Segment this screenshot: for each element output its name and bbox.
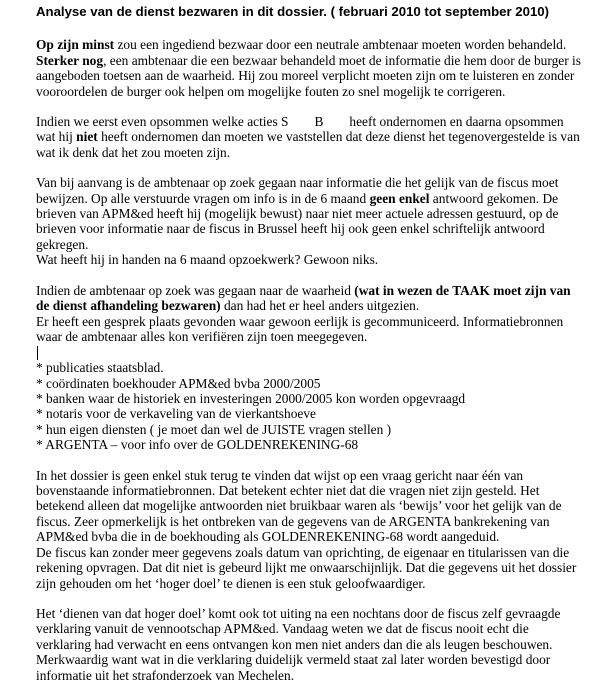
text-span: In het dossier is geen enkel stuk terug te vinden dat wijst op een vraag gericht naar één van bovenstaande informatiebronnen. Dat betekent echter niet dat die vragen niet zijn gesteld. Het betekend alleen dat mogelijke antwoorden niet bruikbaar waren als ‘bewijs’ voor het gelijk van de fiscus. Zeer opmerkelijk is het ontbreken van de gegevens van de ARGENTA bankrekening van APM&ed bvba die in de boekhouding als GOLDENREKENING-68 wordt aangeduid.: [36, 467, 562, 545]
text-span: Indien we eerst even opsommen welke acties S: [36, 114, 289, 130]
paragraph-aanvang: [36, 175, 584, 267]
text-span: De fiscus kan zonder meer gegevens zoals datum van oprichting, de eigenaar en titularissen van die rekening opvragen. Dat dit niet is gebeurd lijkt me onwaarschijnlijk. Dat die gegevens uit het dossier zijn gehouden om het ‘hoger doel’ te dienen is een stuk geloofwaardiger.: [36, 544, 577, 591]
list-item: * banken waar de historiek en investeringen 2000/2005 kon worden opgevraagd: [36, 391, 466, 407]
bold-op-zijn-minst: Op zijn minst: [36, 37, 115, 53]
text-span: antwoord gekomen. De brieven van APM&ed heeft hij (mogelijk bewust) naar niet meer actuele adressen gestuurd, op de brieven voor informatie naar de fiscus in Brussel heeft hij ook geen enkel schriftelijk antwoord gekregen.: [36, 190, 559, 252]
text-span: B: [314, 114, 324, 130]
list-item: * notaris voor de verkaveling van de vierkantshoeve: [36, 406, 316, 422]
list-item: * coördinaten boekhouder APM&ed bvba 2000/2005: [36, 375, 321, 391]
paragraph-dossier: [36, 468, 584, 591]
bullet-list: [36, 360, 605, 452]
text-span: , een ambtenaar die een bezwaar behandeld moet de informatie die hem door de burger is aangeboden toetsen aan de waarheid. Hij zou moreel verplicht moeten zijn om te luisteren en zonder vooroordelen de burger ook helpen om mogelijke fouten zo snel mogelijk te corrigeren.: [36, 52, 581, 99]
list-item: * hun eigen diensten ( je moet dan wel de JUISTE vragen stellen ): [36, 421, 392, 437]
text-span: dan had het er heel anders uitgezien.: [220, 298, 420, 314]
text-span: heeft ondernomen dan moeten we vaststellen dat deze dienst het tegenovergestelde is van wat ik denk dat het zou moeten zijn.: [36, 129, 580, 160]
text-span: Wat heeft hij in handen na 6 maand opzoekwerk? Gewoon niks.: [36, 252, 379, 268]
bold-geen-enkel: geen enkel: [369, 190, 430, 206]
text-span: Het ‘dienen van dat hoger doel’ komt ook tot uiting na een nochtans door de fiscus zelf gevraagde verklaring vanuit de vennootschap APM&ed. Vandaag weten we dat de fiscus nooit echt die verklaring had verwacht en eens ontvangen kon men niet anders dan die als leugen beschouwen. Merkwaardig want wat in die verklaring duidelijk vermeld staat zal later worden bevestigd door informatie uit het strafonderzoek van Mechelen.: [36, 605, 561, 683]
paragraph-hoger-doel: [36, 606, 584, 683]
bold-taak: (wat in wezen de TAAK moet zijn van de dienst afhandeling bezwaren): [36, 282, 571, 314]
list-item: * publicaties staatsblad.: [36, 360, 164, 376]
document-title: Analyse van de dienst bezwaren in dit dossier. ( februari 2010 tot september 2010): [36, 4, 550, 19]
paragraph-intro: [36, 37, 584, 99]
text-span: Er heeft een gesprek plaats gevonden waar gewoon eerlijk is gecommuniceerd. Informatiebronnen waar de ambtenaar alles kon verifiëren zijn toen meegegeven.: [36, 313, 564, 344]
text-cursor: [37, 346, 38, 360]
text-span: heeft ondernomen en daarna opsommen wat hij: [36, 114, 564, 145]
text-span: Van bij aanvang is de ambtenaar op zoek gegaan naar informatie die het gelijk van de fiscus moet bewijzen. Op alle verstuurde vragen om info is in de 6 maand: [36, 175, 559, 206]
paragraph-acties: [36, 114, 584, 160]
text-span: zou een ingediend bezwaar door een neutrale ambtenaar moeten worden behandeld.: [114, 37, 567, 53]
bold-sterker-nog: Sterker nog: [36, 52, 104, 68]
bold-niet: niet: [76, 129, 98, 145]
list-item: * ARGENTA – voor info over de GOLDENREKENING-68: [36, 437, 359, 453]
paragraph-waarheid: [36, 283, 584, 361]
text-span: Indien de ambtenaar op zoek was gegaan naar de waarheid: [36, 282, 355, 298]
